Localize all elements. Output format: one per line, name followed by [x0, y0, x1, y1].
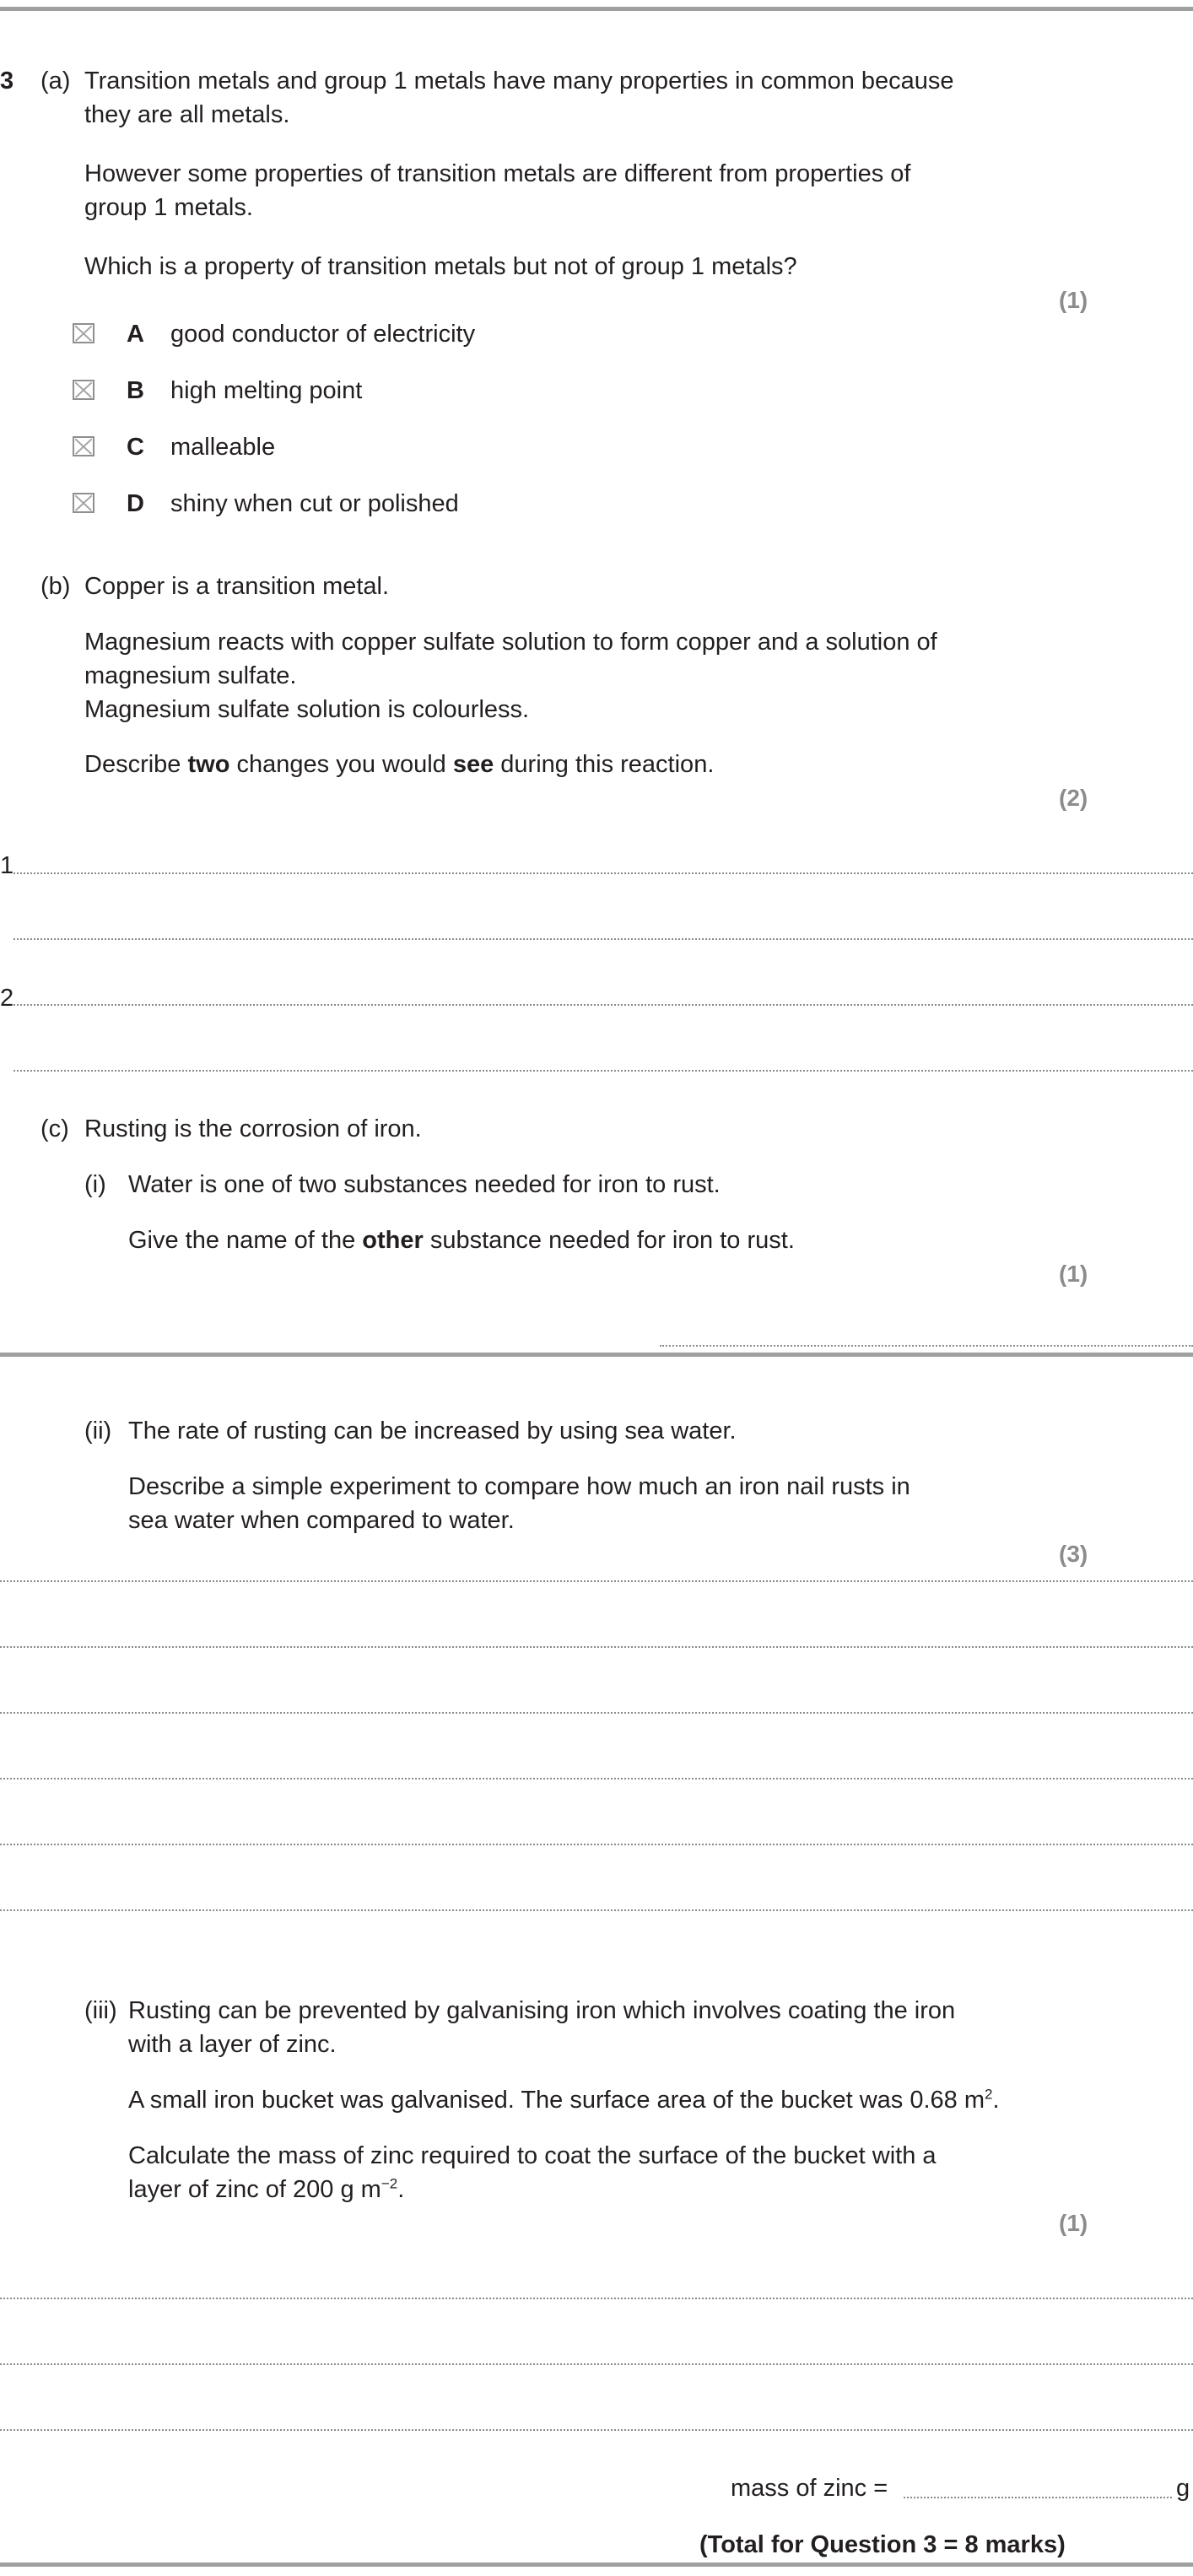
part-b-marks: (2)	[1059, 785, 1088, 811]
question-total: (Total for Question 3 = 8 marks)	[699, 2531, 1066, 2558]
part-c-i-label: (i)	[84, 1171, 106, 1198]
answer-number-1: 1	[0, 852, 14, 879]
part-c-i-answer-line[interactable]	[660, 1345, 1193, 1347]
part-a-marks: (1)	[1059, 287, 1088, 313]
option-c-text: malleable	[170, 434, 276, 461]
part-b-para-line2: magnesium sulfate.	[84, 662, 297, 689]
part-c-iii-label: (iii)	[84, 1997, 117, 2024]
part-c-label: (c)	[40, 1115, 69, 1142]
part-c-i-stem: Water is one of two substances needed for iron to rust.	[128, 1171, 721, 1198]
part-c-ii-stem: The rate of rusting can be increased by using sea water.	[128, 1418, 737, 1445]
part-c-iii-stem-line2: with a layer of zinc.	[128, 2031, 337, 2058]
option-a-checkbox[interactable]	[73, 323, 94, 343]
option-b-text: high melting point	[170, 377, 363, 404]
page-top-rule	[0, 7, 1193, 11]
part-c-ii-answer-line-4[interactable]	[0, 1778, 1193, 1779]
part-a-stem-line1: Transition metals and group 1 metals have many properties in common because	[84, 68, 954, 95]
part-b-answer-line-2[interactable]	[13, 938, 1193, 940]
option-b-checkbox[interactable]	[73, 380, 94, 400]
part-c-iii-working-line-3[interactable]	[0, 2429, 1193, 2431]
mass-of-zinc-label: mass of zinc =	[731, 2475, 888, 2502]
part-c-ii-question-line1: Describe a simple experiment to compare how much an iron nail rusts in	[128, 1473, 910, 1500]
option-a-letter: A	[127, 321, 144, 348]
part-c-iii-working-line-1[interactable]	[0, 2298, 1193, 2299]
part-c-ii-label: (ii)	[84, 1418, 112, 1445]
part-c-iii-marks: (1)	[1059, 2210, 1088, 2236]
part-b-para-line3: Magnesium sulfate solution is colourless.	[84, 696, 530, 723]
part-c-iii-area-text: A small iron bucket was galvanised. The surface area of the bucket was 0.68 $m^2$.	[128, 2086, 1000, 2114]
part-c-ii-question-line2: sea water when compared to water.	[128, 1507, 515, 1534]
page-break-rule	[0, 1353, 1193, 1357]
part-b-question: Describe two changes you would see during this reaction.	[84, 751, 715, 778]
part-c-ii-marks: (3)	[1059, 1541, 1088, 1567]
part-b-answer-line-3[interactable]	[13, 1004, 1193, 1006]
part-b-answer-line-1[interactable]	[13, 872, 1193, 874]
option-d-checkbox[interactable]	[73, 493, 94, 513]
part-b-label: (b)	[40, 573, 71, 600]
part-c-iii-calc-line2: layer of zinc of 200 g $m^{-2}$.	[128, 2175, 405, 2203]
option-d-text: shiny when cut or polished	[170, 490, 459, 517]
part-b-stem: Copper is a transition metal.	[84, 573, 390, 600]
option-c-checkbox[interactable]	[73, 436, 94, 456]
answer-number-2: 2	[0, 985, 14, 1012]
part-c-i-marks: (1)	[1059, 1261, 1088, 1287]
part-b-para-line1: Magnesium reacts with copper sulfate solution to form copper and a solution of	[84, 629, 937, 656]
question-number: 3	[0, 68, 14, 95]
part-a-para2-line1: However some properties of transition metals are different from properties of	[84, 160, 911, 187]
part-c-ii-answer-line-6[interactable]	[0, 1909, 1193, 1911]
option-c-letter: C	[127, 434, 144, 461]
part-c-ii-answer-line-2[interactable]	[0, 1646, 1193, 1648]
mass-of-zinc-answer-line[interactable]	[904, 2497, 1172, 2498]
part-c-stem: Rusting is the corrosion of iron.	[84, 1115, 422, 1142]
part-a-question: Which is a property of transition metals but not of group 1 metals?	[84, 253, 797, 280]
part-a-stem-line2: they are all metals.	[84, 101, 290, 128]
part-c-iii-stem-line1: Rusting can be prevented by galvanising iron which involves coating the iron	[128, 1997, 956, 2024]
part-c-i-question: Give the name of the other substance needed for iron to rust.	[128, 1227, 795, 1254]
option-d-letter: D	[127, 490, 144, 517]
page-bottom-rule	[0, 2562, 1193, 2567]
part-a-para2-line2: group 1 metals.	[84, 194, 253, 221]
part-b-answer-line-4[interactable]	[13, 1070, 1193, 1072]
part-c-iii-working-line-2[interactable]	[0, 2363, 1193, 2365]
part-c-ii-answer-line-1[interactable]	[0, 1580, 1193, 1582]
part-c-ii-answer-line-3[interactable]	[0, 1712, 1193, 1714]
option-b-letter: B	[127, 377, 144, 404]
part-c-iii-calc-line1: Calculate the mass of zinc required to coat the surface of the bucket with a	[128, 2142, 937, 2169]
mass-of-zinc-unit: g	[1176, 2475, 1190, 2502]
part-a-label: (a)	[40, 68, 71, 95]
option-a-text: good conductor of electricity	[170, 321, 476, 348]
part-c-ii-answer-line-5[interactable]	[0, 1844, 1193, 1845]
